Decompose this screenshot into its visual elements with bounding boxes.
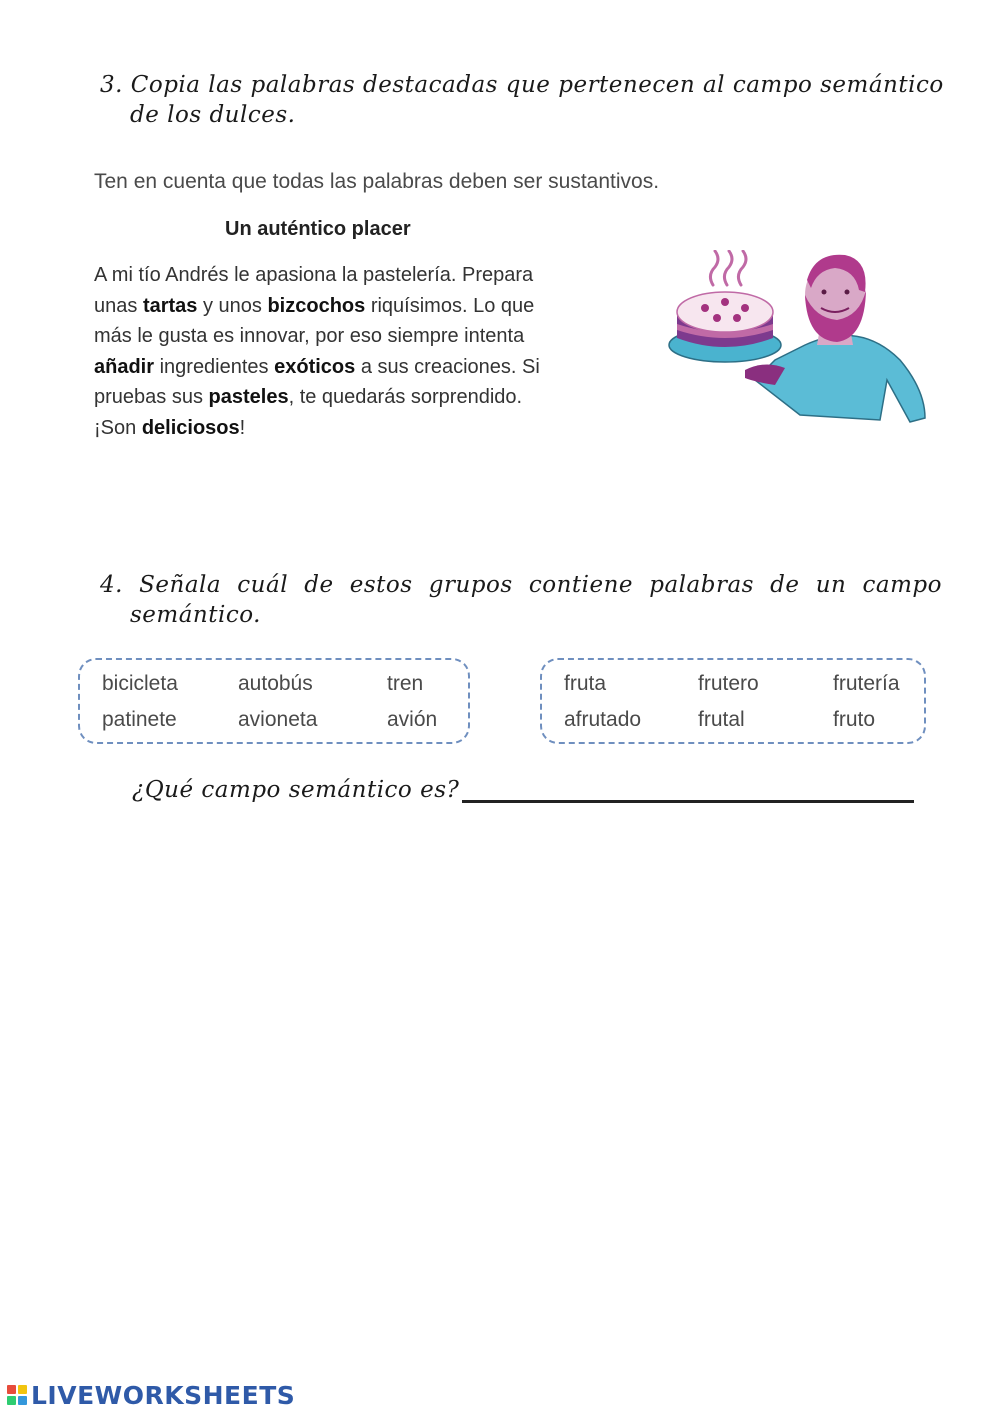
group-1-word: avión bbox=[387, 708, 438, 731]
group-1-word: autobús bbox=[238, 672, 313, 695]
story-line-5: pruebas sus pasteles, te quedarás sorprendido. bbox=[94, 386, 523, 408]
exercise-3-title-line2: de los dulces. bbox=[130, 102, 296, 128]
highlight-word-anadir: añadir bbox=[94, 355, 155, 378]
highlight-word-bizcochos: bizcochos bbox=[267, 294, 366, 317]
logo-text: LIVEWORKSHEETS bbox=[31, 1380, 296, 1410]
exercise-4-title-line1: 4. Señala cuál de estos grupos contiene palabras de un campo bbox=[100, 572, 942, 598]
exercise-4-title-line2: semántico. bbox=[130, 602, 261, 628]
semantic-field-question: ¿Qué campo semántico es? bbox=[132, 777, 460, 803]
group-2-word: frutal bbox=[698, 708, 745, 731]
highlight-word-deliciosos: deliciosos bbox=[141, 416, 240, 439]
group-1-word: bicicleta bbox=[102, 672, 178, 695]
highlight-word-tartas: tartas bbox=[142, 294, 198, 317]
story-line-1: A mi tío Andrés le apasiona la pastelería. Prepara bbox=[94, 264, 534, 286]
baker-cake-illustration bbox=[655, 250, 940, 440]
exercise-3-instruction: Ten en cuenta que todas las palabras deben ser sustantivos. bbox=[94, 170, 660, 193]
group-2-word: afrutado bbox=[564, 708, 642, 731]
semantic-field-answer-line[interactable] bbox=[462, 800, 914, 803]
group-2-word: fruto bbox=[833, 708, 876, 731]
group-1-word: patinete bbox=[102, 708, 177, 731]
liveworksheets-logo bbox=[7, 1380, 295, 1410]
group-2-word: frutería bbox=[833, 672, 900, 695]
exercise-3-title-line1: 3. Copia las palabras destacadas que pertenecen al campo semántico bbox=[100, 72, 944, 98]
story-line-6: ¡Son deliciosos! bbox=[94, 416, 246, 439]
group-2-word: frutero bbox=[698, 672, 759, 695]
word-group-1[interactable] bbox=[78, 658, 470, 744]
group-2-word: fruta bbox=[564, 672, 607, 695]
word-group-2[interactable] bbox=[540, 658, 926, 744]
logo-grid-icon bbox=[7, 1385, 27, 1405]
story-paragraph bbox=[94, 260, 654, 443]
story-title: Un auténtico placer bbox=[225, 218, 411, 240]
highlight-word-pasteles: pasteles bbox=[208, 386, 289, 408]
highlight-word-exoticos: exóticos bbox=[274, 355, 356, 378]
story-line-4: añadir ingredientes exóticos a sus creaciones. Si bbox=[94, 355, 540, 378]
group-1-word: avioneta bbox=[238, 708, 318, 731]
story-line-3: más le gusta es innovar, por eso siempre intenta bbox=[94, 325, 525, 347]
group-1-word: tren bbox=[387, 672, 424, 695]
story-line-2: unas tartas y unos bizcochos riquísimos. Lo que bbox=[94, 294, 535, 317]
